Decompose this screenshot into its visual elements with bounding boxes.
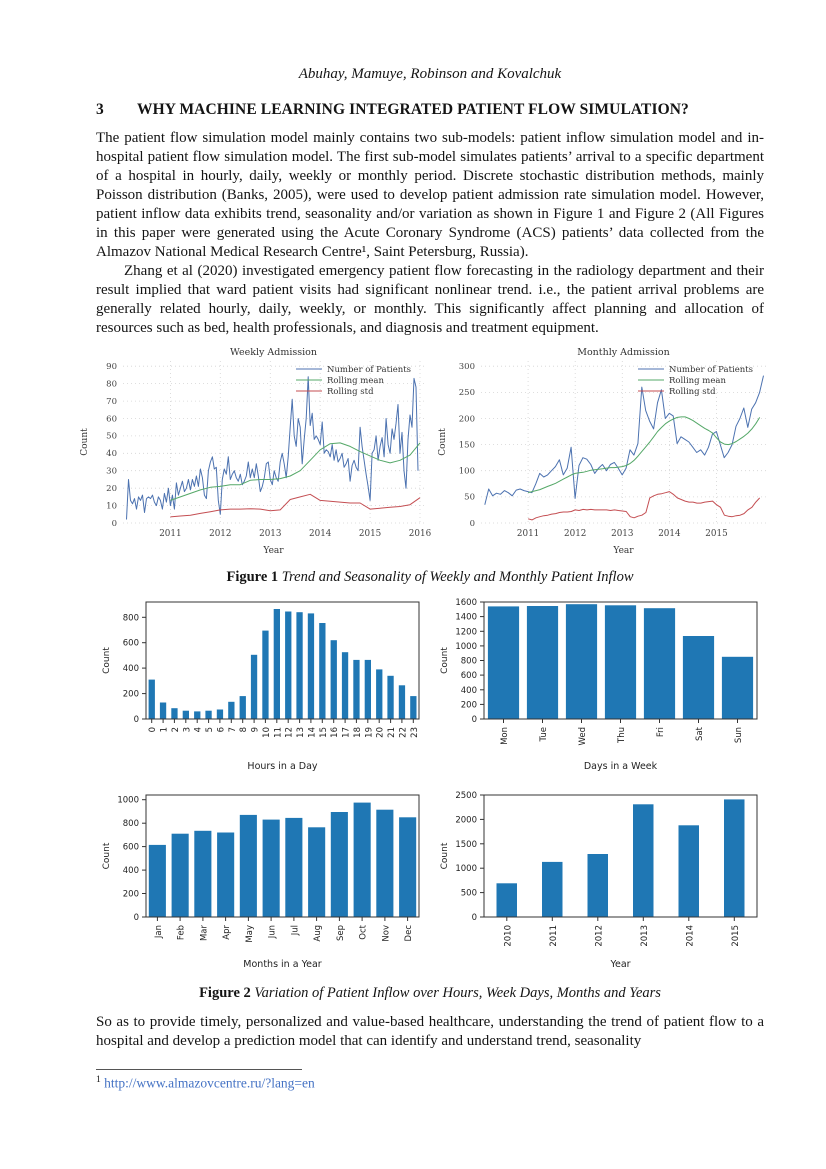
svg-text:17: 17	[341, 727, 352, 738]
svg-text:2012: 2012	[209, 529, 232, 539]
svg-text:2014: 2014	[658, 529, 681, 539]
svg-text:1: 1	[159, 727, 170, 733]
svg-text:2015: 2015	[705, 529, 728, 539]
svg-text:300: 300	[458, 362, 475, 372]
svg-text:0: 0	[471, 913, 477, 923]
svg-text:1600: 1600	[455, 598, 477, 608]
svg-text:Jul: Jul	[290, 925, 301, 936]
svg-text:Count: Count	[102, 647, 112, 674]
svg-text:0: 0	[148, 727, 159, 733]
footnote-link[interactable]: http://www.almazovcentre.ru/?lang=en	[104, 1075, 315, 1091]
figure-1	[75, 345, 764, 562]
svg-text:Number of Patients: Number of Patients	[327, 364, 411, 375]
svg-text:Count: Count	[80, 428, 90, 456]
svg-text:1000: 1000	[117, 795, 139, 806]
svg-text:2015: 2015	[358, 529, 382, 539]
svg-text:0: 0	[133, 913, 139, 923]
svg-text:600: 600	[460, 671, 477, 682]
days-in-week-bar-chart	[434, 595, 766, 780]
svg-text:16: 16	[330, 727, 341, 738]
svg-text:2013: 2013	[259, 529, 282, 539]
figure-1-caption	[96, 569, 764, 586]
svg-text:Monthly Admission: Monthly Admission	[577, 347, 670, 358]
footnote-line	[96, 1075, 764, 1092]
svg-text:10: 10	[106, 501, 117, 512]
svg-text:2012: 2012	[564, 529, 587, 539]
svg-text:Jun: Jun	[267, 925, 278, 939]
svg-text:Hours in a Day: Hours in a Day	[247, 761, 318, 772]
svg-text:20: 20	[106, 484, 117, 494]
svg-text:2015: 2015	[730, 925, 741, 947]
svg-text:80: 80	[106, 379, 117, 390]
svg-text:90: 90	[106, 362, 117, 372]
svg-text:Feb: Feb	[176, 925, 187, 941]
svg-text:14: 14	[307, 727, 318, 738]
svg-text:8: 8	[239, 727, 250, 733]
svg-text:3: 3	[182, 727, 193, 733]
months-in-year-bar-chart	[96, 788, 428, 978]
svg-text:2500: 2500	[455, 791, 477, 801]
svg-text:2016: 2016	[408, 529, 431, 539]
svg-text:1500: 1500	[455, 839, 477, 850]
svg-text:2012: 2012	[594, 925, 605, 947]
svg-text:11: 11	[273, 727, 284, 738]
svg-text:Wed: Wed	[578, 727, 588, 746]
svg-text:50: 50	[106, 431, 117, 442]
svg-text:Nov: Nov	[381, 925, 392, 942]
svg-text:Count: Count	[440, 842, 450, 870]
svg-text:6: 6	[216, 727, 227, 733]
svg-text:Aug: Aug	[313, 925, 324, 942]
figure-2-caption	[96, 985, 764, 1002]
svg-text:2013: 2013	[611, 529, 634, 539]
svg-text:Oct: Oct	[358, 925, 369, 940]
svg-text:Year: Year	[613, 546, 634, 556]
svg-text:2014: 2014	[685, 925, 696, 947]
years-bar-chart	[434, 788, 766, 978]
section-heading	[96, 101, 764, 119]
svg-text:Days in a Week: Days in a Week	[583, 761, 658, 772]
svg-text:13: 13	[296, 727, 307, 738]
svg-text:20: 20	[375, 727, 386, 738]
svg-text:60: 60	[106, 414, 117, 425]
svg-text:400: 400	[122, 664, 139, 675]
svg-text:4: 4	[193, 727, 204, 733]
svg-text:400: 400	[122, 866, 139, 877]
paragraph-1: The patient flow simulation model mainly contains two sub-models: patient inflow simulation model and in-hospital patient flow simulation model. The first sub-model simulates patients’ arrival to a specific department of a hospital in hourly, daily, weekly or monthly period. Discrete stochastic distribution methods, mainly Poisson distribution (Banks, 2005), were used to develop patient admission rate simulation model. However, patient inflow data exhibits trend, seasonality and/or variation as shown in Figure 1 and Figure 2 (All Figures in this paper were generated using the Acute Coronary Syndrome (ACS) patients’ data collected from the Almazov National Medical Research Centre¹, Saint Petersburg, Russia).	[96, 130, 764, 260]
svg-text:Tue: Tue	[539, 727, 549, 742]
svg-text:Count: Count	[438, 428, 448, 456]
svg-text:200: 200	[460, 700, 477, 711]
svg-text:Rolling std: Rolling std	[669, 386, 716, 397]
svg-text:Months in a Year: Months in a Year	[243, 959, 322, 970]
svg-text:Count: Count	[102, 842, 112, 870]
svg-text:200: 200	[122, 889, 139, 900]
svg-text:May: May	[244, 925, 255, 943]
svg-text:1200: 1200	[455, 627, 477, 638]
svg-text:50: 50	[464, 492, 475, 503]
svg-text:600: 600	[122, 842, 139, 853]
svg-text:Sun: Sun	[734, 727, 744, 744]
svg-text:Sep: Sep	[335, 925, 346, 942]
svg-text:Fri: Fri	[656, 727, 666, 738]
svg-text:Number of Patients: Number of Patients	[669, 364, 753, 375]
svg-text:23: 23	[409, 727, 420, 738]
svg-text:12: 12	[284, 727, 295, 738]
figure-2	[96, 595, 764, 978]
figure-2-caption-text: Variation of Patient Inflow over Hours, Week Days, Months and Years	[250, 985, 661, 1001]
svg-text:19: 19	[364, 727, 375, 738]
svg-text:800: 800	[122, 819, 139, 830]
svg-text:2000: 2000	[455, 815, 477, 826]
monthly-admission-line-chart	[433, 345, 773, 562]
svg-text:Mar: Mar	[199, 925, 210, 942]
svg-text:Weekly Admission: Weekly Admission	[229, 347, 318, 358]
svg-text:70: 70	[106, 396, 117, 407]
svg-text:1000: 1000	[455, 641, 477, 652]
hours-in-day-bar-chart	[96, 595, 428, 780]
svg-text:2011: 2011	[516, 529, 540, 539]
svg-text:200: 200	[122, 689, 139, 700]
svg-text:200: 200	[458, 414, 475, 425]
svg-text:Rolling mean: Rolling mean	[327, 375, 384, 386]
svg-text:40: 40	[106, 449, 117, 460]
svg-text:0: 0	[471, 715, 477, 725]
svg-text:2013: 2013	[639, 925, 650, 947]
section-title: WHY MACHINE LEARNING INTEGRATED PATIENT FLOW SIMULATION?	[137, 101, 689, 118]
svg-text:Rolling mean: Rolling mean	[669, 375, 726, 386]
paragraph-3: So as to provide timely, personalized and value-based healthcare, understanding the trend of patient flow to a hospital and develop a prediction model that can identify and understand trend, seasonality	[96, 1014, 764, 1049]
svg-text:5: 5	[205, 727, 216, 733]
svg-text:2011: 2011	[159, 529, 182, 539]
svg-text:22: 22	[398, 727, 409, 738]
svg-text:Sat: Sat	[695, 727, 705, 741]
svg-text:0: 0	[111, 518, 117, 529]
svg-text:1400: 1400	[455, 612, 477, 623]
figure-2-caption-label: Figure 2	[199, 985, 251, 1001]
svg-text:400: 400	[460, 685, 477, 696]
svg-text:15: 15	[318, 727, 329, 738]
svg-text:800: 800	[122, 613, 139, 624]
weekly-admission-line-chart	[75, 345, 431, 562]
section-number: 3	[96, 101, 104, 118]
svg-text:2014: 2014	[309, 529, 332, 539]
svg-text:Count: Count	[440, 647, 450, 674]
running-head: Abuhay, Mamuye, Robinson and Kovalchuk	[298, 66, 562, 82]
footnote-marker: 1	[96, 1075, 101, 1085]
svg-text:21: 21	[387, 727, 398, 738]
svg-text:18: 18	[352, 727, 363, 738]
svg-text:250: 250	[458, 388, 475, 399]
svg-text:30: 30	[106, 466, 117, 477]
svg-text:Mon: Mon	[500, 727, 510, 745]
svg-text:10: 10	[261, 727, 272, 738]
svg-text:Jan: Jan	[153, 925, 164, 939]
svg-text:Year: Year	[610, 959, 631, 970]
svg-text:800: 800	[460, 656, 477, 667]
svg-text:2: 2	[170, 727, 181, 733]
svg-text:Apr: Apr	[222, 925, 233, 940]
svg-text:150: 150	[458, 440, 475, 451]
svg-text:100: 100	[458, 466, 475, 477]
footnote-rule	[96, 1069, 302, 1070]
svg-text:9: 9	[250, 727, 261, 733]
svg-text:0: 0	[133, 715, 139, 725]
paragraph-2: Zhang et al (2020) investigated emergency patient flow forecasting in the radiology department and their result implied that ward patient visits had significant nonlinear trend. i.e., the patient arrival problems are generally related hourly, daily, weekly, or monthly. This significantly affect planning and allocation of resources such as bed, health professionals, and diagnosis and treatment equipment.	[96, 263, 764, 336]
svg-text:2010: 2010	[503, 925, 514, 947]
figure-1-caption-text: Trend and Seasonality of Weekly and Monthly Patient Inflow	[278, 569, 634, 585]
footnote	[96, 1069, 764, 1092]
svg-text:7: 7	[227, 727, 238, 733]
svg-text:500: 500	[460, 888, 477, 899]
svg-text:0: 0	[469, 518, 475, 529]
svg-text:Dec: Dec	[404, 925, 415, 942]
svg-text:Rolling std: Rolling std	[327, 386, 374, 397]
figure-1-caption-label: Figure 1	[226, 569, 279, 585]
svg-text:2011: 2011	[548, 925, 559, 947]
svg-text:Year: Year	[263, 546, 284, 556]
svg-text:Thu: Thu	[617, 727, 627, 743]
svg-text:1000: 1000	[455, 864, 477, 875]
svg-text:600: 600	[122, 638, 139, 649]
